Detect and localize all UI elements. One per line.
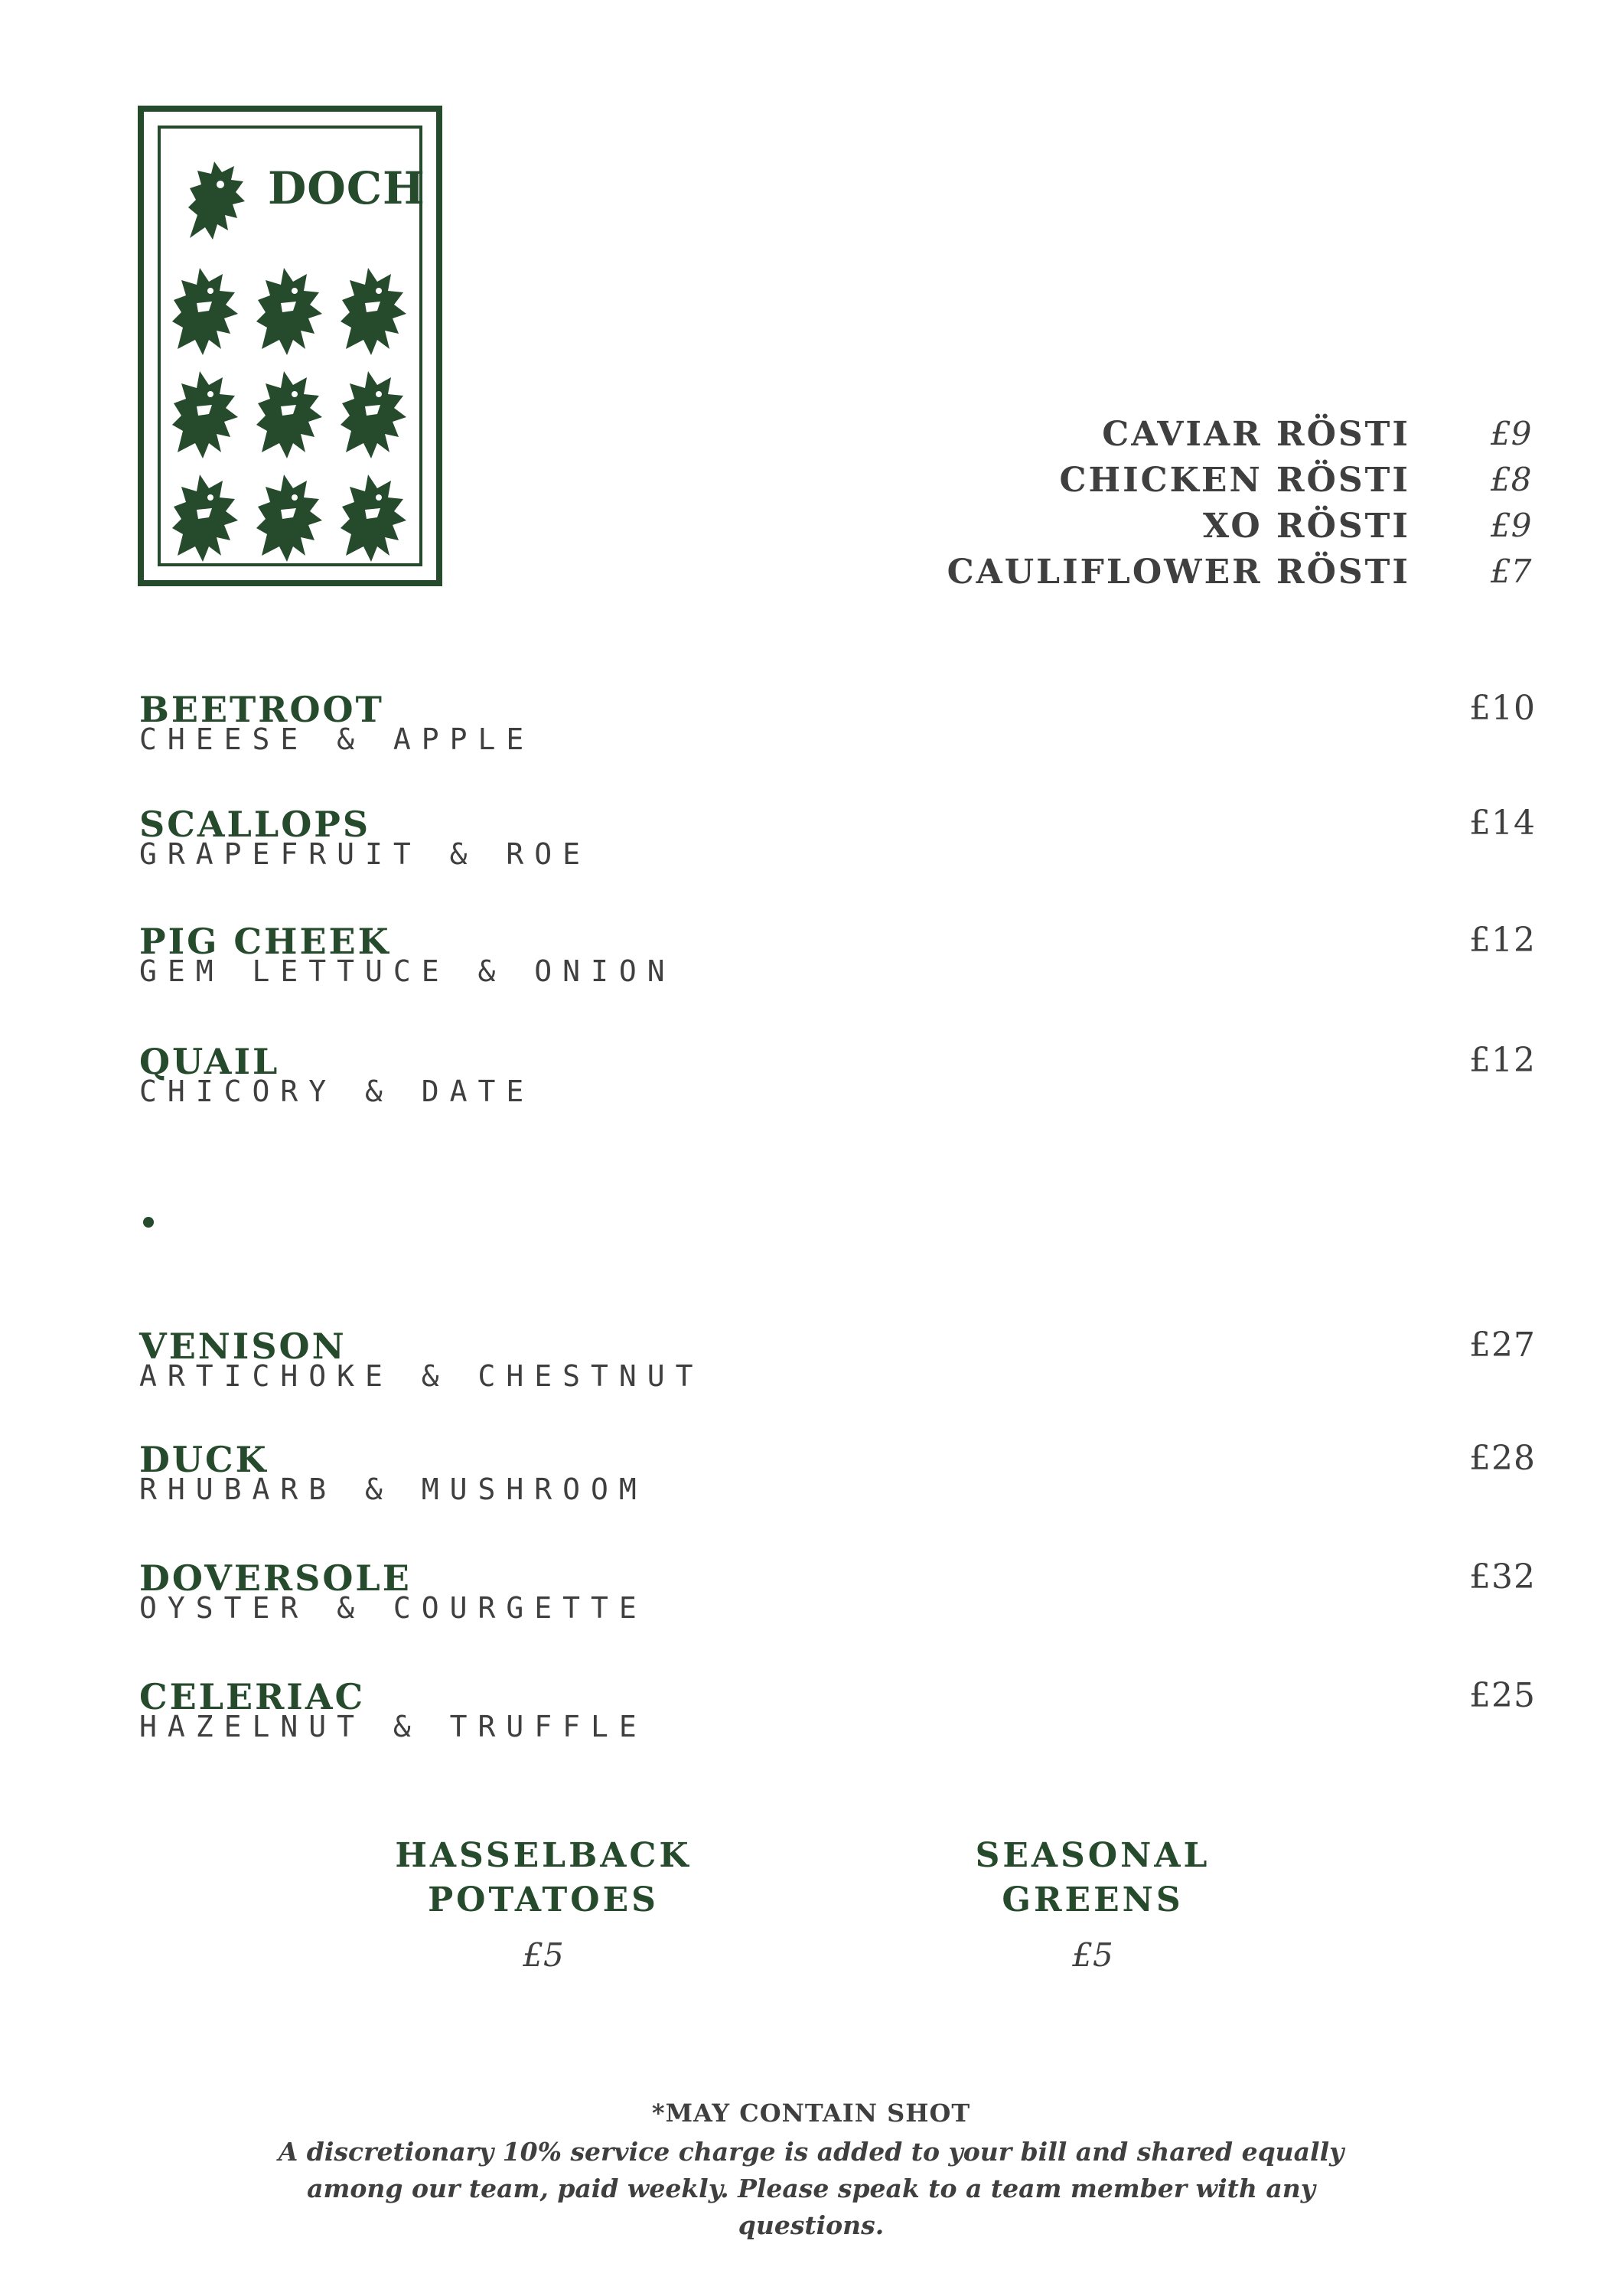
menu-item — [139, 1557, 1547, 1649]
menu-item — [139, 921, 1547, 1013]
dish-description: CHICORY & DATE — [139, 1075, 535, 1108]
dish-description: OYSTER & COURGETTE — [139, 1591, 647, 1625]
rosti-price: £8 — [1491, 461, 1532, 498]
side-name-line2: POTATOES — [428, 1880, 659, 1919]
dish-name: SCALLOPS — [139, 804, 371, 845]
rampant-lion-icon — [174, 154, 259, 246]
rosti-item — [0, 507, 1623, 553]
menu-item — [139, 1439, 1547, 1531]
rosti-item — [0, 461, 1623, 507]
logo-wordmark: DOCH — [268, 162, 425, 214]
rosti-price: £7 — [1491, 553, 1532, 590]
side-price: £5 — [523, 1936, 564, 1974]
dish-price: £14 — [1469, 804, 1536, 843]
rosti-name: CHICKEN RÖSTI — [1059, 461, 1410, 500]
dish-price: £32 — [1469, 1557, 1536, 1596]
rosti-item — [0, 553, 1623, 598]
dish-price: £12 — [1469, 921, 1536, 960]
dish-price: £10 — [1469, 689, 1536, 728]
dish-price: £27 — [1469, 1326, 1536, 1365]
dish-name: CELERIAC — [139, 1676, 366, 1717]
dish-price: £28 — [1469, 1439, 1536, 1478]
dish-price: £25 — [1469, 1676, 1536, 1715]
rosti-item — [0, 415, 1623, 461]
menu-item — [139, 1041, 1547, 1133]
dish-name: DOVERSOLE — [139, 1557, 412, 1599]
rosti-name: XO RÖSTI — [1202, 507, 1410, 546]
side-name-line2: GREENS — [1002, 1880, 1184, 1919]
dish-description: ARTICHOKE & CHESTNUT — [139, 1359, 704, 1393]
menu-footer — [275, 2099, 1347, 2244]
side-item — [352, 1834, 735, 1974]
dish-description: RHUBARB & MUSHROOM — [139, 1473, 647, 1506]
dish-description: CHEESE & APPLE — [139, 722, 535, 756]
menu-item — [139, 804, 1547, 895]
menu-item — [139, 1676, 1547, 1768]
dish-description: HAZELNUT & TRUFFLE — [139, 1710, 647, 1743]
dish-price: £12 — [1469, 1041, 1536, 1080]
menu-item — [139, 689, 1547, 781]
side-name-line1: HASSELBACK — [395, 1836, 692, 1875]
dish-description: GRAPEFRUIT & ROE — [139, 837, 592, 871]
dish-name: QUAIL — [139, 1041, 280, 1082]
dish-description: GEM LETTUCE & ONION — [139, 954, 676, 988]
rosti-name: CAVIAR RÖSTI — [1102, 415, 1410, 454]
rosti-price: £9 — [1491, 415, 1532, 452]
rosti-name: CAULIFLOWER RÖSTI — [947, 553, 1410, 592]
side-item — [901, 1834, 1284, 1974]
shot-warning: *MAY CONTAIN SHOT — [651, 2099, 971, 2128]
dish-name: BEETROOT — [139, 689, 384, 730]
rosti-price: £9 — [1491, 507, 1532, 544]
dish-name: VENISON — [139, 1326, 347, 1367]
side-name-line1: SEASONAL — [975, 1836, 1211, 1875]
service-charge-note: A discretionary 10% service charge is added to your bill and shared equally among our team, paid weekly. Please speak to a team member with any questions. — [278, 2137, 1344, 2240]
menu-item — [139, 1326, 1547, 1417]
dish-name: DUCK — [139, 1439, 269, 1480]
side-price: £5 — [1072, 1936, 1113, 1974]
dish-name: PIG CHEEK — [139, 921, 391, 962]
section-divider-dot — [143, 1217, 154, 1228]
